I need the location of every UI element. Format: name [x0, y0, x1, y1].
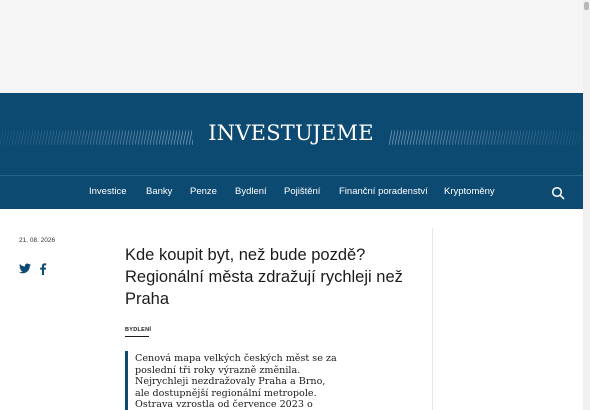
nav-item-penze[interactable]: Penze	[190, 186, 217, 197]
facebook-icon[interactable]	[39, 263, 47, 275]
article-title: Kde koupit byt, než bude pozdě? Regionální města zdražují rychleji než Praha	[125, 246, 403, 308]
nav-item-banky[interactable]: Banky	[146, 186, 173, 197]
article-date: 21. 08. 2026	[19, 237, 56, 244]
scrollbar-thumb[interactable]	[584, 2, 589, 10]
nav-item-kryptomeny[interactable]: Kryptoměny	[444, 186, 495, 197]
article-category[interactable]: BYDLENÍ	[125, 327, 152, 333]
ad-space	[0, 0, 583, 93]
sidebar-divider	[432, 228, 433, 410]
category-underline	[125, 336, 149, 337]
masthead	[0, 93, 583, 175]
nav-item-investice[interactable]: Investice	[89, 186, 127, 197]
perex-accent-bar	[125, 351, 128, 410]
decorative-stripes-right	[389, 121, 583, 145]
search-icon[interactable]	[551, 186, 565, 200]
twitter-icon[interactable]	[19, 263, 31, 274]
article-perex: Cenová mapa velkých českých měst se za poslední tři roky výrazně změnila. Nejrychleji nezdražovaly Praha a Brno, ale dostupnější regionální metropole. Ostrava vzrostla od července 2023 o	[135, 353, 337, 410]
nav-item-bydleni[interactable]: Bydlení	[235, 186, 267, 197]
nav-item-financni-poradenstvi[interactable]: Finanční poradenství	[339, 186, 428, 197]
main-nav	[0, 175, 583, 209]
decorative-stripes-left	[0, 121, 193, 145]
nav-item-pojisteni[interactable]: Pojištění	[284, 186, 321, 197]
site-logo[interactable]: INVESTUJEME	[208, 121, 374, 145]
page-scrollbar[interactable]	[583, 0, 590, 410]
